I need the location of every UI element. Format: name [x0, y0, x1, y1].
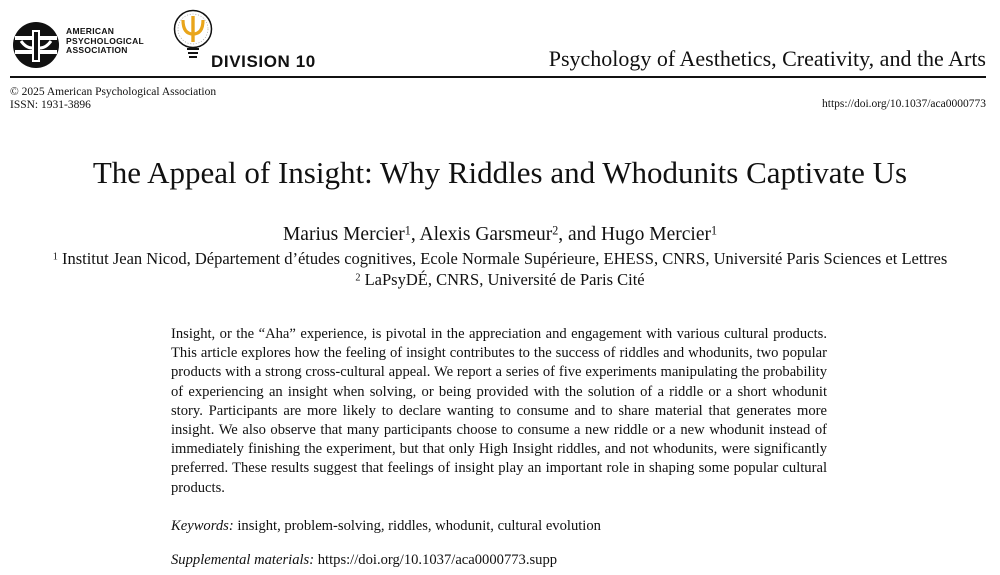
keywords-text: insight, problem-solving, riddles, whodunit, cultural evolution	[237, 518, 601, 534]
abstract: Insight, or the “Aha” experience, is pivotal in the appreciation and engagement with various cultural products. This article explores how the feeling of insight contributes to the success of riddles and whodunits, two popular products with a strong cross-cultural appeal. We report a series of five experiments manipulating the probability of experiencing an insight when solving, or being provided with the solution of a riddle or a short whodunit story. Participants are more likely to declare wanting to consume and to share material that generates more insight. We also observe that many participants choose to consume a new riddle or a new whodunit instead of immediately finishing the experiment, but that only High Insight riddles, and not whodunits, were significantly preferred. These results suggest that feelings of insight play an important role in shaping some popular cultural products.	[171, 326, 827, 496]
author-name: Hugo Mercier	[601, 224, 711, 245]
author-affiliation-mark: 2	[552, 223, 559, 238]
journal-header	[10, 6, 986, 76]
author-affiliation-mark: 1	[710, 223, 718, 238]
copyright-line: © 2025 American Psychological Association	[10, 86, 217, 98]
doi-link[interactable]: https://doi.org/10.1037/aca0000773	[822, 98, 986, 110]
keywords-label: Keywords:	[171, 518, 234, 534]
division-label: DIVISION 10	[211, 52, 316, 71]
author-list: Marius Mercier$^1$, Alexis Garsmeur$^2$, and Hugo Mercier$^1$	[282, 223, 718, 245]
supplemental-line	[171, 552, 557, 569]
affiliation-2: $^2$ LaPsyDÉ, CNRS, Université de Paris Cité	[355, 270, 645, 289]
apa-logo-icon	[12, 21, 60, 69]
journal-title: Psychology of Aesthetics, Creativity, and the Arts	[548, 46, 986, 71]
author-affiliation-mark: 1	[404, 223, 411, 238]
division-10-psi-icon	[170, 8, 216, 70]
supplemental-link[interactable]: https://doi.org/10.1037/aca0000773.supp	[317, 552, 558, 568]
supplemental-label: Supplemental materials:	[171, 552, 315, 568]
apa-wordmark: AMERICAN PSYCHOLOGICAL ASSOCIATION	[66, 26, 145, 55]
affiliation-1: $^1$ Institut Jean Nicod, Département d’études cognitives, Ecole Normale Supérieure, EHESS, CNRS, Université Paris Sciences et Lettres	[52, 249, 948, 268]
article-title: The Appeal of Insight: Why Riddles and Whodunits Captivate Us	[92, 155, 908, 190]
publication-meta	[10, 86, 216, 111]
keywords-line	[171, 518, 601, 535]
author-name: Alexis Garsmeur	[419, 224, 553, 245]
author-name: Marius Mercier	[282, 224, 405, 245]
issn-line: ISSN: 1931-3896	[10, 98, 91, 111]
header-divider	[10, 76, 986, 78]
